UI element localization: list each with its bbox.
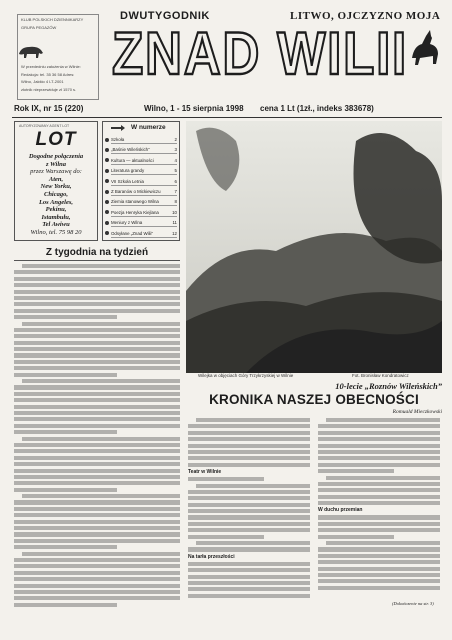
article-byline: Romuald Mieczkowski [392,409,442,415]
lot-contact: Wilno, tel. 75 98 20 [30,228,82,236]
text-line [326,418,440,422]
text-line [14,571,180,575]
contents-item[interactable] [111,229,177,238]
contents-item-label: VII Szkoła Letnia [111,178,144,184]
publisher-line: KLUB POLSKICH DZIENNIKARZY [21,17,84,22]
text-line [14,315,117,319]
text-line [14,296,180,300]
text-line [188,503,310,507]
text-line [188,490,310,494]
text-line [14,392,180,396]
text-line [188,575,310,579]
text-line [318,573,440,577]
contents-item-label: Z Baranów o Mickiewiczu [111,189,161,194]
text-line [14,526,180,530]
masthead-title: ZNAD WILII [112,20,408,87]
text-line [14,411,180,415]
text-line [14,302,180,306]
contents-item-page: 5 [174,168,177,174]
contents-item[interactable] [111,187,177,196]
lot-agent-note: AUTORYZOWANY AGENT LOT [19,124,70,128]
contents-item[interactable] [111,145,177,154]
text-line [188,456,310,460]
bullet-icon [105,169,109,173]
contents-item-page: 7 [174,189,177,194]
text-line [14,353,180,357]
contents-item-label: Odsyłane „Znad Wilii” [111,230,153,236]
bullet-icon [105,190,109,194]
text-line [196,484,310,488]
issue-place-date: Wilno, 1 - 15 sierpnia 1998 [144,104,244,113]
publisher-line: Wilno, Jakšto 4 LT-2001 [21,79,64,84]
text-line [22,379,180,383]
text-line [14,283,180,287]
contents-title: W numerze [131,124,166,131]
contents-item[interactable] [111,177,177,186]
text-line [188,535,264,539]
issue-line [12,104,442,116]
text-line [188,437,310,441]
text-line [14,469,180,473]
lot-line: Aten, [48,175,64,183]
text-line [318,579,440,583]
article-continued-note: (Dokończenie na str. 3) [392,601,434,606]
article-subheading: Teatr w Wilnie [188,469,222,476]
bullet-icon [105,210,109,214]
text-line [14,596,180,600]
contents-item-label: Literatura grandy [111,168,145,174]
contents-item-label: Szkoła [111,137,125,142]
text-line [326,476,440,480]
issue-price: cena 1 Lt (1zł., indeks 383678) [260,104,374,113]
text-line [326,541,440,545]
contents-item[interactable] [111,166,177,175]
bullet-icon [105,158,109,162]
article-subheading: Na tarła przeszłości [188,553,235,560]
text-line [14,590,180,594]
text-line [318,528,440,532]
text-line [22,264,180,268]
text-line [14,334,180,338]
text-line [14,341,180,345]
contents-item-label: Poezja Henryka Kiejlana [111,209,159,215]
text-line [14,564,180,568]
text-line [14,507,180,511]
publisher-line: GRUPA PEGAZÓW [21,24,57,30]
text-line [14,424,180,428]
text-line [318,437,440,441]
text-line [318,431,440,435]
text-line [14,481,180,485]
text-line [318,424,440,428]
text-line [14,488,117,492]
text-line [14,270,180,274]
bullet-icon [105,200,109,204]
contents-item-page: 11 [172,220,177,226]
publisher-line: Redakcja: tel. 35 36 58 Adres: [21,71,75,77]
contents-item[interactable] [111,135,177,144]
text-line [188,528,310,532]
text-line [188,444,310,448]
text-line [14,462,180,466]
text-line [14,603,117,607]
pogon-knight-icon [406,28,444,68]
lot-advertisement [14,121,98,241]
text-line [14,290,180,294]
text-line [318,456,440,460]
bison-icon [17,44,45,60]
lot-line: z Wilna [45,160,67,168]
contents-item-page: 10 [172,209,177,215]
text-line [188,587,310,591]
masthead-rule [12,117,442,118]
text-line [188,594,310,598]
text-line [14,449,180,453]
text-line [188,568,310,572]
text-line [14,539,180,543]
text-line [14,347,180,351]
contents-item-page: 4 [174,157,177,163]
text-line [188,496,310,500]
bullet-icon [105,148,109,152]
publisher-line: złotnik nieprzewiduje zł 1570 s. [21,86,77,92]
lot-line: New Yorku, [40,183,72,191]
text-line [14,385,180,389]
text-line [22,552,180,556]
news-digest-rule [14,260,180,261]
text-line [188,509,310,513]
text-line [14,277,180,281]
cover-photo [186,121,442,373]
contents-item-page: 3 [174,147,177,153]
text-line [318,450,440,454]
text-line [14,558,180,562]
contents-item-label: Ziemia stanowego Wilna [111,199,159,205]
publication-kicker: DWUTYGODNIK [120,10,210,22]
text-line [196,418,310,422]
text-line [318,547,440,551]
text-line [318,482,440,486]
text-line [14,366,180,370]
masthead-logo [108,20,412,87]
text-line [14,500,180,504]
text-line [14,443,180,447]
text-line [188,515,310,519]
text-line [14,360,180,364]
text-line [14,417,180,421]
text-line [14,405,180,409]
bullet-icon [105,179,109,183]
text-line [22,494,180,498]
text-line [188,562,310,566]
text-line [14,520,180,524]
text-line [188,431,310,435]
contents-item-label: Kultura — aktualności [111,157,154,163]
masthead [14,4,442,108]
contents-item-label: Meniury z Wilna [111,220,143,226]
text-line [188,477,264,481]
text-line [318,554,440,558]
contents-item-page: 6 [174,178,177,184]
contents-item-label: „Baśnie Wileńskich” [111,147,150,153]
text-line [14,584,180,588]
text-line [318,522,440,526]
article-column-1 [188,418,310,608]
text-line [188,581,310,585]
contents-item[interactable] [111,156,177,165]
text-line [318,488,440,492]
text-line [14,309,180,313]
text-line [22,322,180,326]
bullet-icon [105,138,109,142]
text-line [318,444,440,448]
news-digest-body [14,264,180,606]
contents-item-page: 12 [172,230,177,236]
text-line [14,513,180,517]
contents-item-page: 8 [174,199,177,205]
text-line [318,495,440,499]
text-line [318,501,440,505]
article-subheading: W duchu przemian [318,507,363,514]
text-line [14,475,180,479]
text-line [14,532,180,536]
masthead-motto: LITWO, OJCZYZNO MOJA [290,10,441,22]
lot-line: Tel Awiwu [42,221,70,229]
article-headline: KRONIKA NASZEJ OBECNOŚCI [209,392,419,407]
text-line [188,424,310,428]
text-line [14,398,180,402]
lot-line: Istambułu, [41,213,71,221]
text-line [196,541,310,545]
text-line [318,586,440,590]
text-line [14,456,180,460]
text-line [14,430,117,434]
text-line [318,567,440,571]
text-line [14,577,180,581]
contents-item[interactable] [111,197,177,206]
news-digest-title: Z tygodnia na tydzień [45,247,149,258]
publisher-line: W przededniu założenia w Wilnie: [21,64,81,69]
text-line [188,450,310,454]
text-line [318,560,440,564]
photo-credit: Fot. Bronisław Kondratowicz [352,373,409,378]
text-line [14,545,117,549]
text-line [188,463,310,467]
text-line [14,328,180,332]
text-line [188,522,310,526]
text-line [188,547,310,551]
contents-item[interactable] [111,208,177,217]
issue-number: Rok IX, nr 15 (220) [14,104,84,113]
contents-item-page: 2 [174,137,177,142]
bullet-icon [105,221,109,225]
text-line [318,469,394,473]
lot-line: Los Angeles, [38,198,74,206]
photo-caption: Wilejka w objęciach Góry Trzykrzyskiej w Wilnie [198,373,294,378]
text-line [318,515,440,519]
article-column-2 [318,418,440,608]
arrow-right-icon [111,125,125,131]
lot-line: Chicago, [43,190,69,198]
text-line [22,437,180,441]
text-line [318,463,440,467]
contents-item[interactable] [111,218,177,227]
lot-line: Pekinu, [45,206,67,214]
lot-logo: LOT [35,129,77,150]
bullet-icon [105,231,109,235]
lot-line: Dogodne połączenia [28,153,84,160]
text-line [14,373,117,377]
lot-line: przez Warszawę do: [30,168,82,176]
text-line [318,535,394,539]
article-kicker: 10-lecie „Roznów Wileńskich” [335,381,442,391]
contents-box [102,121,180,241]
